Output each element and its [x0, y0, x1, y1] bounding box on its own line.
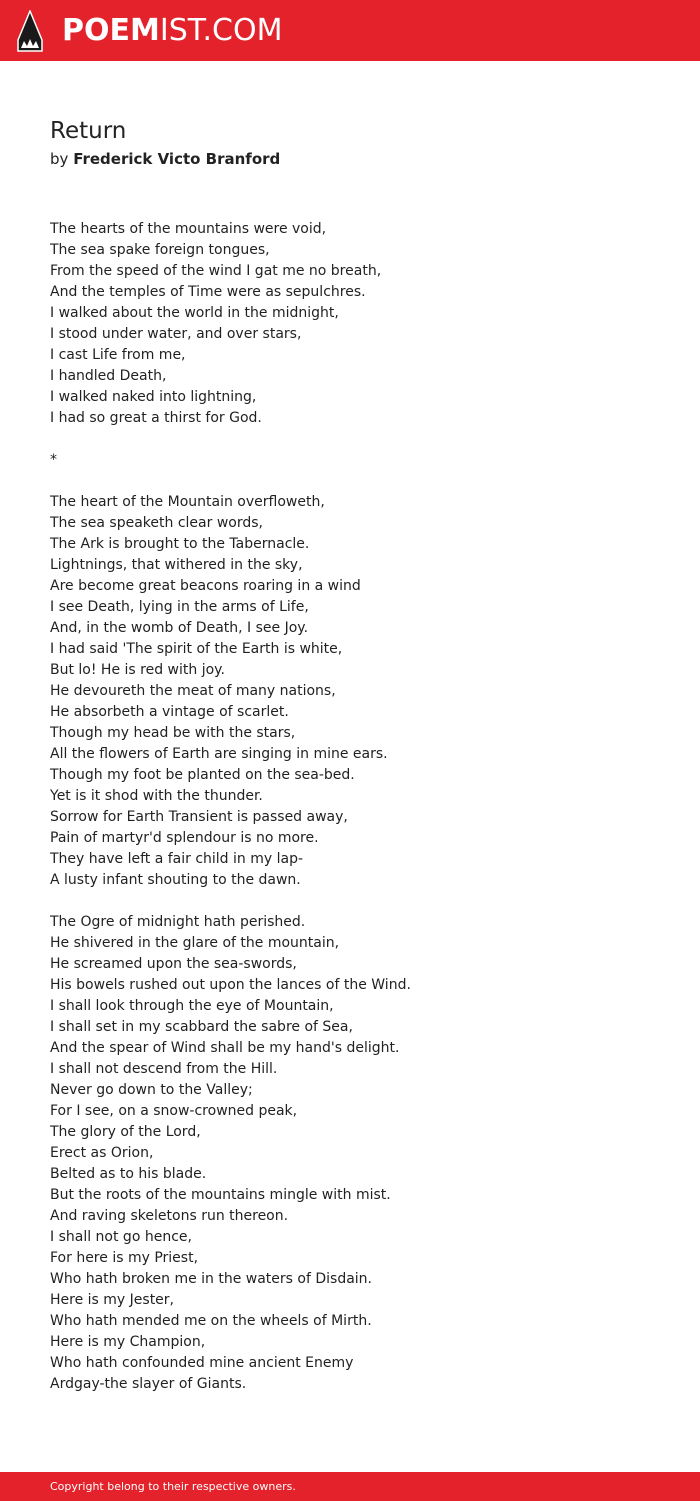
site-logo[interactable] [62, 13, 282, 49]
poem-line: He absorbeth a vintage of scarlet. [50, 704, 289, 720]
poem-line: I shall look through the eye of Mountain, [50, 998, 334, 1014]
poem-line: From the speed of the wind I gat me no breath, [50, 263, 382, 279]
poem-line: Here is my Champion, [50, 1334, 206, 1350]
byline [50, 148, 280, 170]
poem-line: I shall set in my scabbard the sabre of Sea, [50, 1019, 353, 1035]
poem-line: I walked naked into lightning, [50, 389, 257, 405]
poem-line: He devoureth the meat of many nations, [50, 683, 336, 699]
poem-line: Erect as Orion, [50, 1145, 154, 1161]
poem-line: They have left a fair child in my lap- [50, 851, 304, 867]
poem-line: Ardgay-the slayer of Giants. [50, 1376, 247, 1392]
poem-line: Though my foot be planted on the sea-bed. [50, 767, 355, 783]
poem-line: But lo! He is red with joy. [50, 662, 225, 678]
poem-line: His bowels rushed out upon the lances of the Wind. [50, 977, 411, 993]
poem-line: Though my head be with the stars, [50, 725, 296, 741]
poem-line: The Ark is brought to the Tabernacle. [50, 536, 310, 552]
poem-line: The sea spake foreign tongues, [50, 242, 270, 258]
poem-line: I shall not go hence, [50, 1229, 192, 1245]
site-footer [0, 1472, 700, 1501]
poem-line: And the spear of Wind shall be my hand's delight. [50, 1040, 400, 1056]
poem-line: The glory of the Lord, [50, 1124, 201, 1140]
poem-line: Who hath confounded mine ancient Enemy [50, 1355, 354, 1371]
poem-line: Are become great beacons roaring in a wind [50, 578, 361, 594]
poem-line: I handled Death, [50, 368, 167, 384]
poem-line: He shivered in the glare of the mountain, [50, 935, 340, 951]
poem-line: I had so great a thirst for God. [50, 410, 262, 426]
poem-line: I stood under water, and over stars, [50, 326, 302, 342]
poem-line: I shall not descend from the Hill. [50, 1061, 278, 1077]
poem-line: Lightnings, that withered in the sky, [50, 557, 303, 573]
author-name: Frederick Victo Branford [73, 150, 281, 168]
poem-line: Belted as to his blade. [50, 1166, 207, 1182]
poem-line: Never go down to the Valley; [50, 1082, 253, 1098]
poem-line: Yet is it shod with the thunder. [50, 788, 263, 804]
by-label: by [50, 150, 69, 168]
poem-line: Pain of martyr'd splendour is no more. [50, 830, 319, 846]
poem-line: * [50, 452, 57, 468]
poem-line: For here is my Priest, [50, 1250, 199, 1266]
poem-line: All the flowers of Earth are singing in mine ears. [50, 746, 388, 762]
poem-body [50, 219, 670, 1395]
poem-line: A lusty infant shouting to the dawn. [50, 872, 301, 888]
stanza-break [50, 891, 670, 912]
poem-line: And, in the womb of Death, I see Joy. [50, 620, 309, 636]
copyright-notice: Copyright belong to their respective owners. [50, 1480, 296, 1493]
site-header [0, 0, 700, 61]
poem-line: Who hath broken me in the waters of Disdain. [50, 1271, 372, 1287]
poem-line: I cast Life from me, [50, 347, 186, 363]
pen-nib-icon [17, 10, 43, 52]
poem-line: Sorrow for Earth Transient is passed away, [50, 809, 348, 825]
brand-bold: POEM [62, 13, 160, 48]
poem-line: For I see, on a snow-crowned peak, [50, 1103, 298, 1119]
stanza-break [50, 429, 670, 450]
poem-line: He screamed upon the sea-swords, [50, 956, 297, 972]
poem-line: I see Death, lying in the arms of Life, [50, 599, 309, 615]
poem-line: The hearts of the mountains were void, [50, 221, 327, 237]
poem-line: Who hath mended me on the wheels of Mirth. [50, 1313, 372, 1329]
poem-line: And the temples of Time were as sepulchres. [50, 284, 366, 300]
stanza-break [50, 471, 670, 492]
poem-line: I walked about the world in the midnight, [50, 305, 339, 321]
poem-line: I had said 'The spirit of the Earth is white, [50, 641, 343, 657]
poem-line: And raving skeletons run thereon. [50, 1208, 289, 1224]
poem-line: The sea speaketh clear words, [50, 515, 263, 531]
poem-line: The Ogre of midnight hath perished. [50, 914, 306, 930]
poem-line: Here is my Jester, [50, 1292, 175, 1308]
poem-line: The heart of the Mountain overfloweth, [50, 494, 325, 510]
poem-title: Return [50, 118, 127, 144]
poem-line: But the roots of the mountains mingle with mist. [50, 1187, 391, 1203]
brand-light: IST.COM [159, 13, 283, 48]
